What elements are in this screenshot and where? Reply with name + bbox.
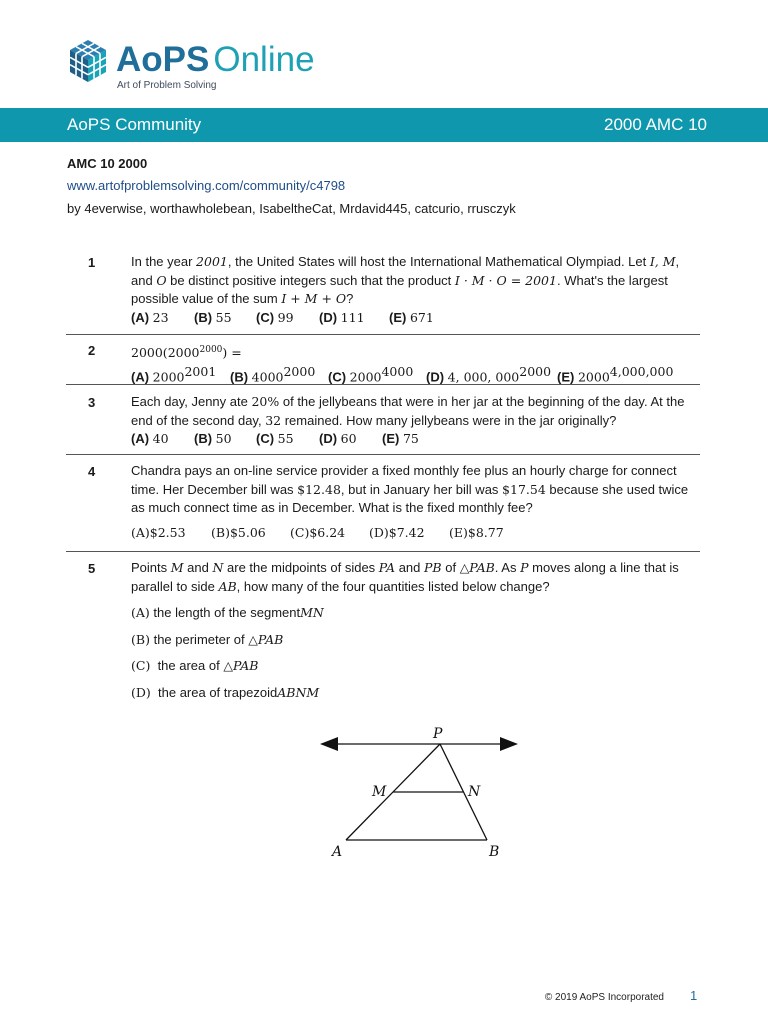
problem-3 (131, 393, 703, 448)
community-banner (0, 108, 768, 142)
page-number: 1 (690, 988, 698, 1003)
problem-expression: $2000(2000^{2000})$ = (131, 345, 242, 361)
problem-text: Points M and N are the midpoints of sides PA and PB of △PAB. As P moves along a line that is parallel to side AB, how many of the four quantities listed below change? (131, 560, 679, 594)
arrowhead-left (320, 737, 338, 751)
divider (66, 384, 700, 385)
authors-line: by 4everwise, worthawholebean, IsabeltheCat, Mrdavid445, catcurio, rrusczyk (67, 201, 516, 216)
problem-text: Chandra pays an on-line service provider a fixed monthly fee plus an hourly charge for connect time. Her December bill was $12.48, but in January her bill was $17.54 because she used twice as much connect time as in December. What is the fixed monthly fee? (131, 463, 689, 515)
contest-title: AMC 10 2000 (67, 156, 148, 171)
problem-number: 1 (88, 255, 96, 270)
problem-number: 4 (88, 464, 96, 479)
problem-number: 3 (88, 395, 96, 410)
label-n: N (468, 784, 481, 800)
arrowhead-right (500, 737, 518, 751)
problem-number: 2 (88, 343, 96, 358)
logo-tagline: Art of Problem Solving (117, 80, 217, 91)
banner-left[interactable]: AoPS Community (67, 115, 202, 134)
problem-1 (131, 253, 703, 327)
trapezoid-figure (0, 722, 768, 872)
problem-4 (131, 462, 703, 542)
label-a: A (332, 844, 343, 860)
divider (66, 551, 700, 552)
community-link[interactable]: www.artofproblemsolving.com/community/c4798 (67, 178, 346, 193)
list-item: (B) the perimeter of △PAB (131, 631, 284, 647)
problem-number: 5 (88, 561, 96, 576)
label-b: B (489, 844, 500, 860)
problem-5 (131, 559, 703, 702)
aops-cube-logo-icon (66, 38, 110, 84)
aops-logo[interactable] (66, 36, 326, 96)
divider (66, 454, 700, 455)
problem-text: Each day, Jenny ate 20% of the jellybeans that were in her jar at the beginning of the day. At the end of the second day, 32 remained. How many jellybeans were in the jar originally? (131, 394, 685, 428)
divider (66, 334, 700, 335)
list-item: (A) the length of the segmentMN (131, 605, 324, 620)
copyright: © 2019 AoPS Incorporated (544, 992, 664, 1003)
answer-choices: (A) $2000^{2001}$ (B) $4000^{2000}$ (C) $2000^{4000}$ (D) 4, 000, $000^{2000}$ (E) 2000$^{4,000,000}$ (131, 363, 674, 384)
answer-choices: (A) 23 (B) 55 (C) 99 (D) 111 (E) 671 (131, 309, 434, 325)
label-p: P (433, 726, 443, 742)
label-m: M (372, 784, 387, 800)
logo-wordmark: AoPS Online (116, 40, 315, 79)
list-item: (C) the area of △PAB (131, 658, 259, 673)
answer-choices: (A)$2.53 (B)$5.06 (C)$6.24 (D)$7.42 (E)$8.77 (131, 524, 504, 540)
problem-2 (131, 341, 703, 384)
list-item: (D) the area of trapezoidABNM (131, 684, 320, 700)
banner-right: 2000 AMC 10 (603, 115, 707, 134)
problem-text: In the year 2001, the United States will host the International Mathematical Olympiad. Let I, M, and O be distinct positive integers such that the product I · M · O = 2001. What's the largest possible value of the sum I + M + O? (131, 254, 680, 306)
answer-choices: (A) 40 (B) 50 (C) 55 (D) 60 (E) 75 (131, 431, 419, 446)
